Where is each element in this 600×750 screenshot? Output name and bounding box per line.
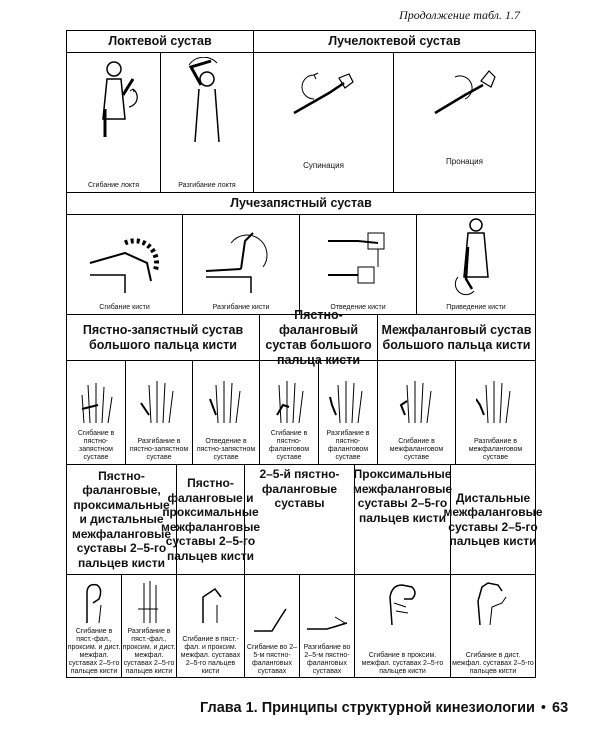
cell-fc-extension (300, 575, 355, 678)
header-wrist: Лучезапястный сустав (230, 196, 372, 210)
page-footer (200, 700, 568, 716)
fd-flexion-illustration (378, 577, 428, 627)
caption-mcp-flexion: Сгибание в пястно-фаланговом суставе (268, 430, 310, 461)
footer-bullet: • (540, 700, 546, 716)
fc-flexion-illustration (252, 605, 292, 635)
page-number: 63 (552, 700, 569, 716)
cell-elbow-flexion (67, 53, 161, 192)
header-fingers-a: Пястно-фаланговые, проксимальные и дистальные межфаланговые суставы 2–5-го пальцев кисти (67, 465, 177, 574)
movements-table (66, 30, 543, 678)
mcp-extension-illustration (328, 375, 368, 425)
header-fingers-c: 2–5-й пястно-фаланговые суставы (245, 465, 355, 574)
caption-mcp-extension: Разгибание в пястно-фаланговом суставе (326, 430, 370, 461)
ip-flexion-illustration (397, 375, 437, 425)
caption-supination: Супинация (303, 161, 344, 170)
cell-wrist-extension (183, 215, 300, 314)
caption-elbow-flexion: Сгибание локтя (87, 182, 140, 189)
header-fingers-b: Пястно-фаланговые и проксимальные межфаланговые суставы 2–5-го пальцев кисти (177, 465, 245, 574)
caption-ip-extension: Разгибание в межфаланговом суставе (468, 438, 523, 461)
row-finger-headers (67, 465, 543, 575)
cell-fb-flexion (177, 575, 245, 678)
row-elbow-images (67, 53, 535, 193)
cmc-abduction-illustration (206, 375, 246, 425)
cell-elbow-extension (161, 53, 254, 192)
fe-flexion-illustration (468, 577, 518, 627)
caption-wrist-extension: Разгибание кисти (212, 304, 270, 311)
chapter-title: Глава 1. Принципы структурной кинезиологии (200, 700, 535, 716)
row-finger-images (67, 575, 535, 678)
caption-fa-flexion: Сгибание в пяст.-фал., проксим. и дист. межфал. суставах 2–5-го пальцев кисти (67, 628, 121, 675)
cell-ip-extension (456, 361, 535, 464)
caption-fe-flexion: Сгибание в дист. межфал. суставах 2–5-го пальцев кисти (452, 652, 534, 675)
cell-cmc-abduction (193, 361, 260, 464)
wrist-adduction-illustration (446, 217, 506, 297)
cell-wrist-adduction (417, 215, 535, 314)
supination-illustration (284, 63, 364, 133)
cell-fc-flexion (245, 575, 300, 678)
wrist-flexion-illustration (85, 223, 165, 293)
ip-extension-illustration (476, 375, 516, 425)
elbow-extension-illustration (177, 57, 237, 149)
cell-mcp-flexion (260, 361, 319, 464)
cell-fe-flexion (451, 575, 535, 678)
caption-pronation: Пронация (446, 157, 483, 166)
cell-wrist-flexion (67, 215, 183, 314)
caption-wrist-flexion: Сгибание кисти (99, 304, 150, 311)
caption-fc-extension: Разгибание во 2–5-м пястно-фаланговых суставах (303, 644, 351, 675)
header-elbow: Локтевой сустав (67, 31, 254, 52)
row-wrist-images (67, 215, 535, 315)
cmc-flexion-illustration (76, 375, 116, 425)
wrist-abduction-illustration (318, 221, 398, 293)
header-fingers-e: Дистальные межфаланговые суставы 2–5-го пальцев кисти (443, 490, 543, 548)
wrist-extension-illustration (201, 223, 281, 293)
fc-extension-illustration (305, 609, 349, 635)
cell-wrist-abduction (300, 215, 417, 314)
caption-cmc-extension: Разгибание в пястно-запястном суставе (129, 438, 189, 461)
cell-mcp-extension (319, 361, 378, 464)
cell-fd-flexion (355, 575, 451, 678)
caption-fa-extension: Разгибание в пяст.-фал., проксим. и дист. межфал. суставах 2–5-го пальцев кисти (122, 628, 176, 675)
cell-pronation (394, 53, 535, 192)
header-fingers-d: Проксимальные межфаланговые суставы 2–5-го пальцев кисти (355, 465, 451, 574)
continuation-note: Продолжение табл. 1.7 (399, 8, 520, 22)
caption-cmc-flexion: Сгибание в пястно-запястном суставе (77, 430, 115, 461)
caption-elbow-extension: Разгибание локтя (178, 182, 236, 189)
cell-fa-flexion (67, 575, 122, 678)
caption-fb-flexion: Сгибание в пяст.-фал. и проксим. межфал. суставах 2–5-го пальцев кисти (180, 636, 241, 675)
cmc-extension-illustration (139, 375, 179, 425)
caption-wrist-adduction: Приведение кисти (446, 304, 506, 311)
elbow-flexion-illustration (89, 59, 139, 149)
pronation-illustration (425, 63, 505, 133)
caption-ip-flexion: Сгибание в межфаланговом суставе (389, 438, 444, 461)
row-wrist-header (67, 193, 535, 215)
caption-wrist-abduction: Отведение кисти (330, 304, 386, 311)
cell-supination (254, 53, 394, 192)
caption-fc-flexion: Сгибание во 2–5-м пястно-фаланговых суставах (246, 644, 298, 675)
cell-fa-extension (122, 575, 177, 678)
cell-ip-flexion (378, 361, 456, 464)
header-thumb-mcp: Пястно-фаланговый сустав большого пальца кисти (260, 315, 378, 360)
fa-extension-illustration (134, 579, 164, 625)
cell-cmc-extension (126, 361, 193, 464)
row-elbow-headers (67, 31, 535, 53)
header-thumb-cmc: Пястно-запястный сустав большого пальца кисти (67, 315, 260, 360)
mcp-flexion-illustration (269, 375, 309, 425)
fa-flexion-illustration (79, 579, 109, 625)
header-radioulnar: Лучелоктевой сустав (328, 34, 461, 48)
caption-cmc-abduction: Отведение в пястно-запястном суставе (196, 438, 256, 461)
row-thumb-images (67, 361, 535, 465)
caption-fd-flexion: Сгибание в проксим. межфал. суставах 2–5-го пальцев кисти (361, 652, 444, 675)
cell-cmc-flexion (67, 361, 126, 464)
header-thumb-ip: Межфаланговый сустав большого пальца кисти (381, 322, 532, 352)
fb-flexion-illustration (193, 579, 229, 625)
